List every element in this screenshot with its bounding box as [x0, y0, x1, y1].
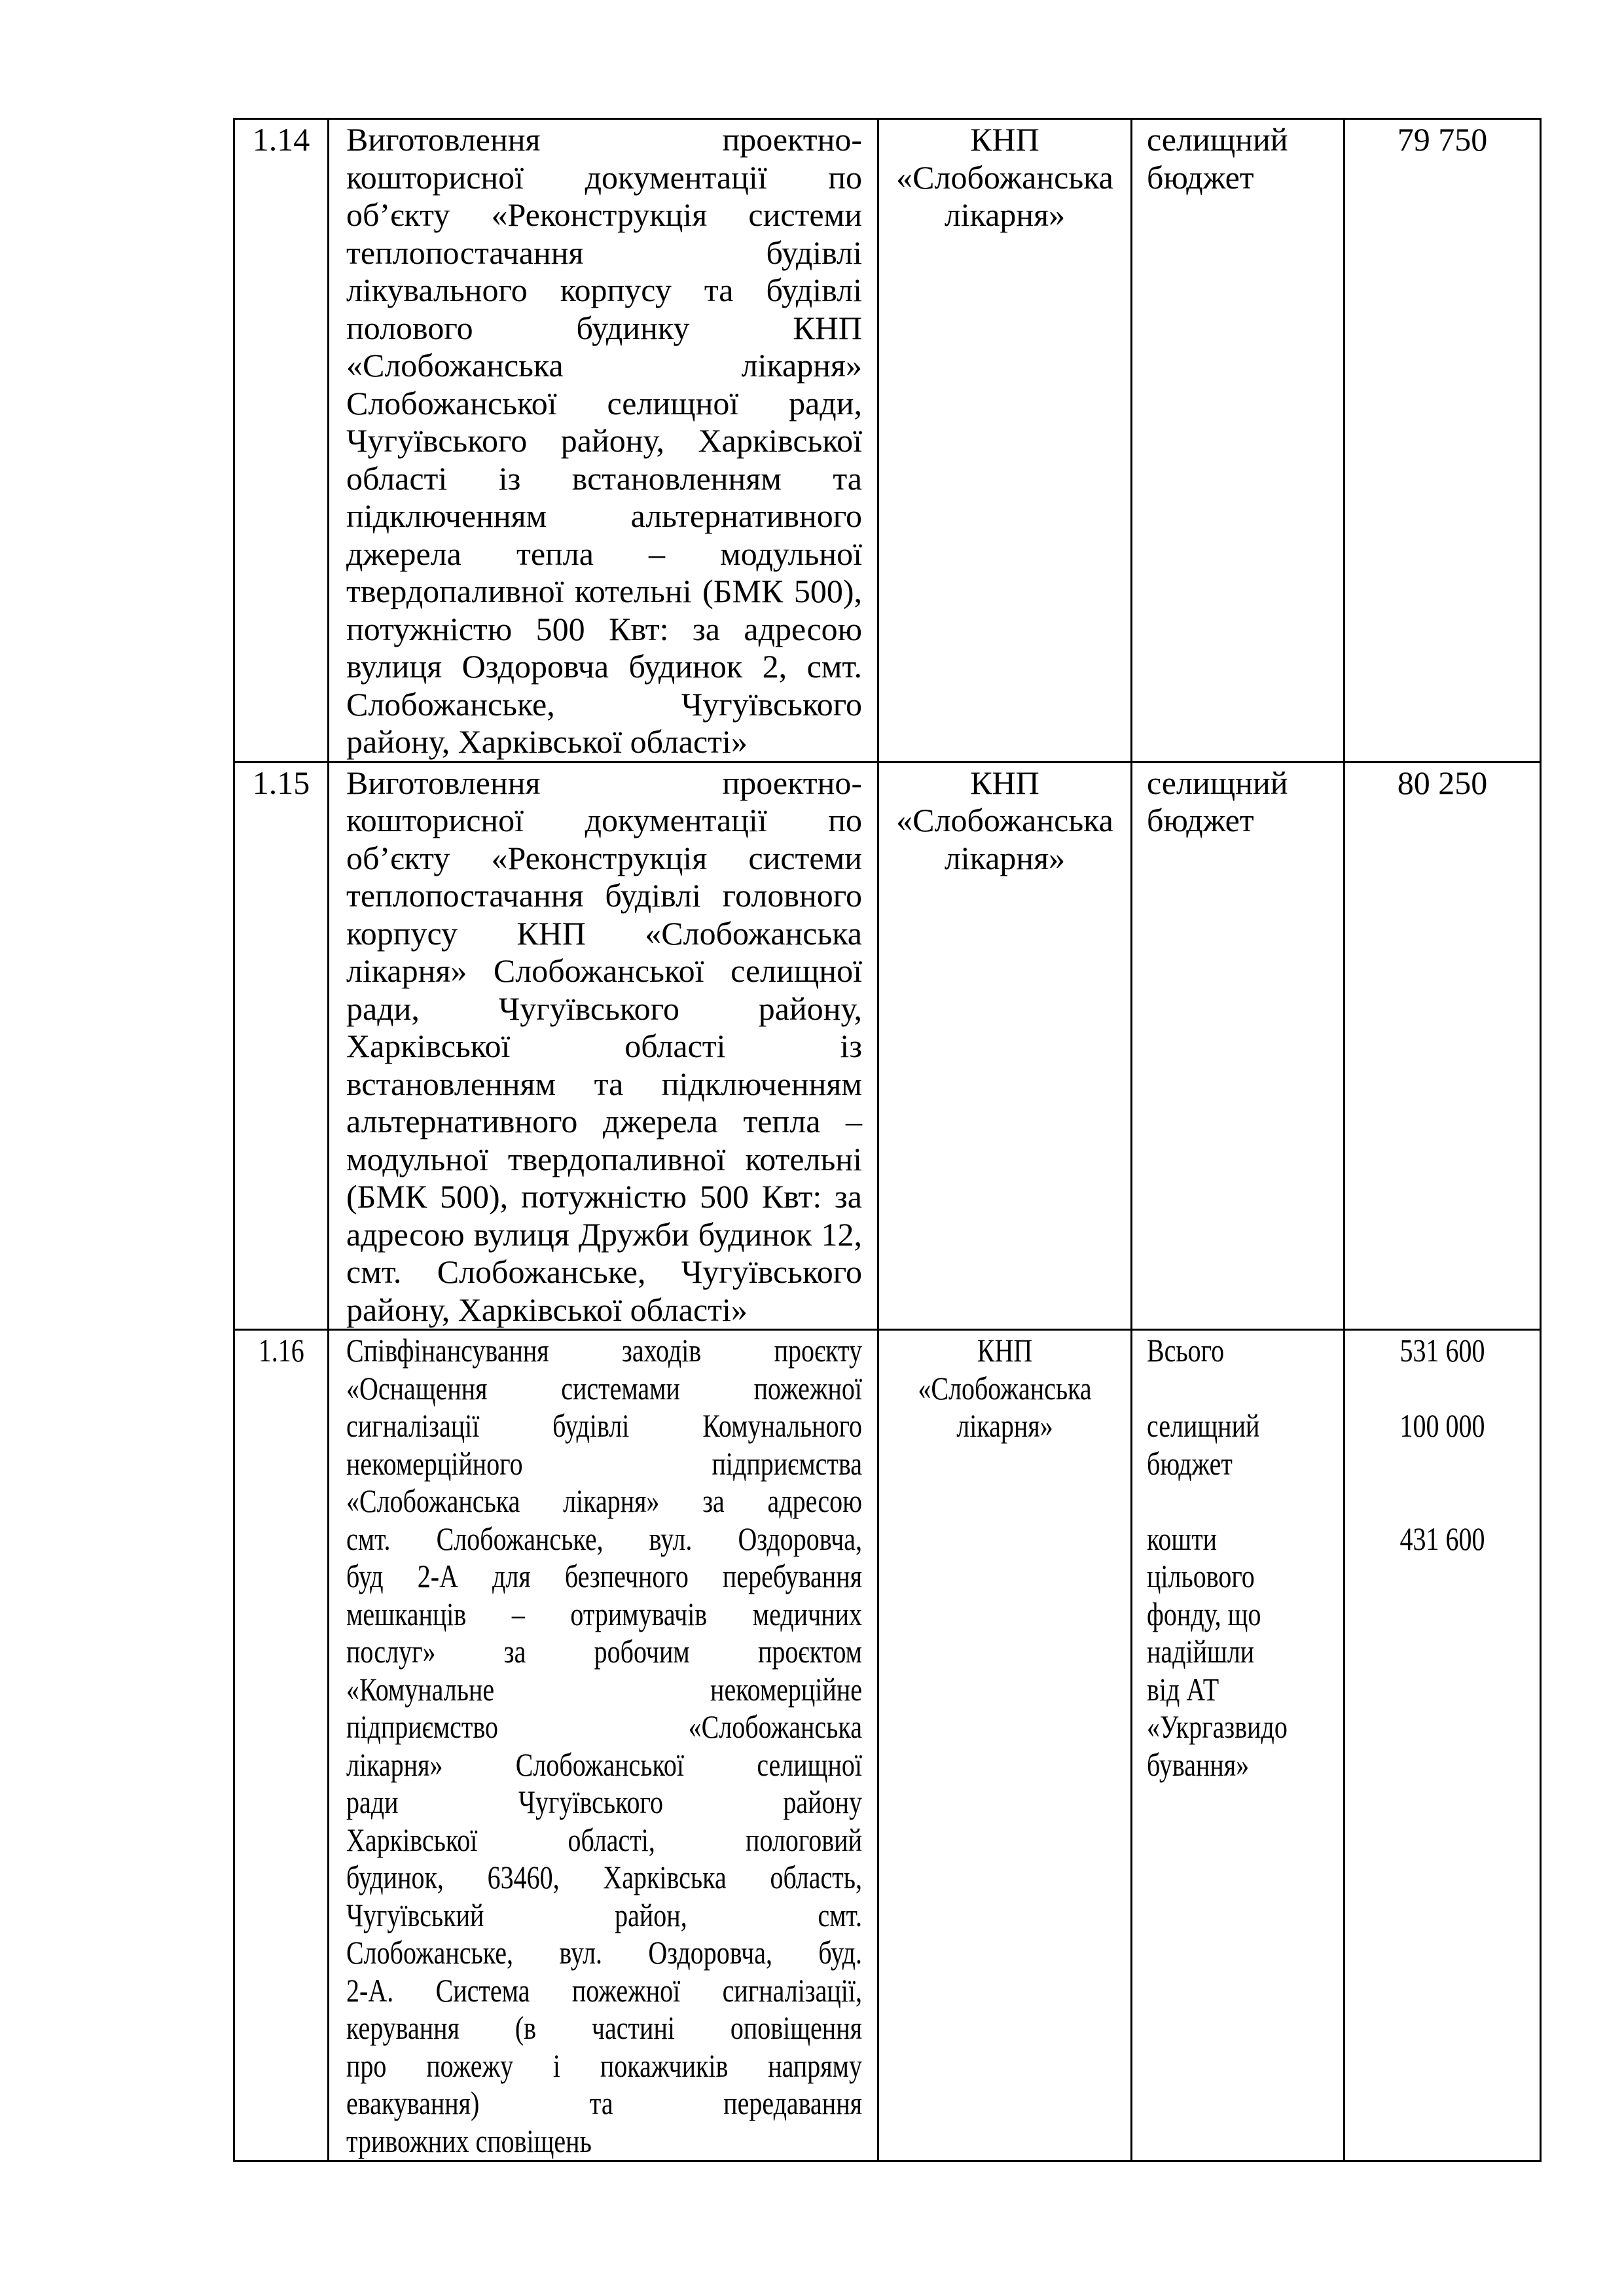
description-line: модульної твердопаливної котельні — [346, 1140, 862, 1177]
item-number-cell — [234, 1330, 329, 2161]
description-line: району, Харківської області» — [346, 723, 748, 760]
description-line: Чугуївського району, Харківської — [346, 422, 862, 459]
amount-line: 79 750 — [1397, 121, 1488, 158]
executor-line: лікарня» — [956, 1407, 1053, 1444]
executor-line: лікарня» — [944, 196, 1066, 233]
description-line: альтернативного джерела тепла – — [346, 1103, 862, 1139]
description-line: твердопаливної котельні (БМК 500), — [346, 573, 862, 609]
description-line: лікувального корпусу та будівлі — [346, 272, 862, 308]
source-line: бування» — [1147, 1746, 1250, 1783]
item-number: 1.16 — [258, 1332, 304, 1369]
source-line: надійшли — [1147, 1633, 1255, 1670]
source-line: «Укргазвидо — [1147, 1708, 1288, 1745]
description-line: евакування) та передавання — [346, 2085, 862, 2121]
description-line: ради Чугуївського району — [346, 1784, 862, 1820]
funding-source-cell — [1132, 119, 1344, 762]
description-line: кошторисної документації по — [346, 158, 862, 196]
executor-line: КНП — [977, 1332, 1033, 1369]
item-number: 1.15 — [252, 764, 310, 801]
description-line: теплопостачання будівлі головного — [346, 877, 862, 914]
description-line: про пожежу і покажчиків напряму — [346, 2047, 862, 2084]
description-line: полового будинку КНП — [346, 309, 862, 346]
description-line: Виготовлення проектно- — [346, 121, 862, 158]
amount-line — [1365, 1482, 1521, 1520]
description-line: Харківської області, пологовий — [346, 1821, 862, 1858]
description-line: підприємство «Слобожанська — [346, 1708, 862, 1745]
funding-source-cell — [1132, 1330, 1344, 2161]
description-line: потужністю 500 Квт: за адресою — [346, 610, 862, 647]
description-line: Співфінансування заходів проєкту — [346, 1332, 862, 1369]
source-line: бюджет — [1147, 158, 1254, 196]
source-line: кошти — [1147, 1520, 1218, 1557]
description-line: корпусу КНП «Слобожанська — [346, 914, 862, 952]
source-line: цільового — [1147, 1558, 1255, 1594]
description-line: Слобожанське, Чугуївського — [346, 685, 862, 723]
description-line: смт. Слобожанське, Чугуївського — [346, 1253, 862, 1290]
measures-table — [233, 118, 1542, 2162]
amount-line: 531 600 — [1399, 1332, 1485, 1369]
description-line: встановленням та підключенням — [346, 1065, 862, 1102]
description-line: теплопостачання будівлі — [346, 234, 862, 271]
description-line: Слобожанської селищної ради, — [346, 384, 862, 422]
source-line: Всього — [1147, 1332, 1225, 1369]
description-line: Чугуївський район, смт. — [346, 1896, 862, 1933]
description-line: мешканців – отримувачів медичних — [346, 1595, 862, 1632]
source-line — [1147, 1370, 1343, 1408]
description-line: (БМК 500), потужністю 500 Квт: за — [346, 1178, 862, 1215]
executor-cell — [878, 119, 1132, 762]
description-line: Харківської області із — [346, 1028, 862, 1064]
funding-source-cell — [1132, 762, 1344, 1330]
amount-cell — [1344, 762, 1541, 1330]
description-line: ради, Чугуївського району, — [346, 990, 862, 1027]
description-line: послуг» за робочим проєктом — [346, 1633, 862, 1670]
source-line: бюджет — [1147, 802, 1254, 838]
description-line: некомерційного підприємства — [346, 1444, 862, 1482]
executor-line: КНП — [970, 764, 1039, 801]
table-row — [234, 119, 1541, 762]
description-line: сигналізації будівлі Комунального — [346, 1407, 862, 1444]
source-line: від АТ — [1147, 1670, 1219, 1708]
description-line: лікарня» Слобожанської селищної — [346, 952, 862, 989]
description-line: будинок, 63460, Харківська область, — [346, 1859, 862, 1895]
amount-line: 80 250 — [1397, 764, 1488, 801]
description-cell — [329, 1330, 878, 2161]
description-line: керування (в частині оповіщення — [346, 2009, 862, 2046]
source-line: селищний — [1147, 121, 1288, 158]
description-line: адресою вулиця Дружби будинок 12, — [346, 1215, 862, 1253]
description-line: вулиця Оздоровча будинок 2, смт. — [346, 648, 862, 685]
description-line: кошторисної документації по — [346, 802, 862, 838]
description-line: «Слобожанська лікарня» за адресою — [346, 1482, 862, 1519]
amount-line: 431 600 — [1399, 1520, 1485, 1557]
description-line: «Оснащення системами пожежної — [346, 1369, 862, 1407]
description-cell — [329, 119, 878, 762]
description-cell — [329, 762, 878, 1330]
description-line: області із встановленням та — [346, 459, 862, 497]
source-line: селищний — [1147, 1407, 1260, 1444]
item-number: 1.14 — [252, 121, 310, 158]
table-row — [234, 762, 1541, 1330]
description-line: «Комунальне некомерційне — [346, 1670, 862, 1708]
description-line: Виготовлення проектно- — [346, 764, 862, 801]
description-line: об’єкту «Реконструкція системи — [346, 196, 862, 233]
description-line: лікарня» Слобожанської селищної — [346, 1746, 862, 1783]
executor-line: «Слобожанська — [918, 1369, 1092, 1407]
executor-line: лікарня» — [944, 839, 1066, 876]
source-line — [1147, 1482, 1343, 1520]
description-line: району, Харківської області» — [346, 1291, 748, 1328]
executor-line: «Слобожанська — [896, 802, 1113, 838]
executor-line: КНП — [970, 121, 1039, 158]
amount-line — [1365, 1370, 1521, 1408]
amount-cell — [1344, 1330, 1541, 2161]
description-line: тривожних сповіщень — [346, 2122, 592, 2159]
source-line: селищний — [1147, 764, 1288, 801]
description-line: буд 2-А для безпечного перебування — [346, 1558, 862, 1594]
executor-line: «Слобожанська — [896, 158, 1113, 196]
description-line: джерела тепла – модульної — [346, 535, 862, 572]
description-line: Слобожанське, вул. Оздоровча, буд. — [346, 1934, 862, 1971]
amount-line: 100 000 — [1399, 1407, 1485, 1444]
source-line: фонду, що — [1147, 1595, 1261, 1632]
description-line: «Слобожанська лікарня» — [346, 347, 862, 384]
source-line: бюджет — [1147, 1444, 1233, 1482]
executor-cell — [878, 762, 1132, 1330]
item-number-cell — [234, 119, 329, 762]
amount-cell — [1344, 119, 1541, 762]
amount-line — [1365, 1445, 1521, 1483]
description-line: об’єкту «Реконструкція системи — [346, 839, 862, 876]
description-line: 2-А. Система пожежної сигналізації, — [346, 1971, 862, 2009]
description-line: смт. Слобожанське, вул. Оздоровча, — [346, 1520, 862, 1557]
table-row — [234, 1330, 1541, 2161]
description-line: підключенням альтернативного — [346, 497, 862, 534]
item-number-cell — [234, 762, 329, 1330]
executor-cell — [878, 1330, 1132, 2161]
